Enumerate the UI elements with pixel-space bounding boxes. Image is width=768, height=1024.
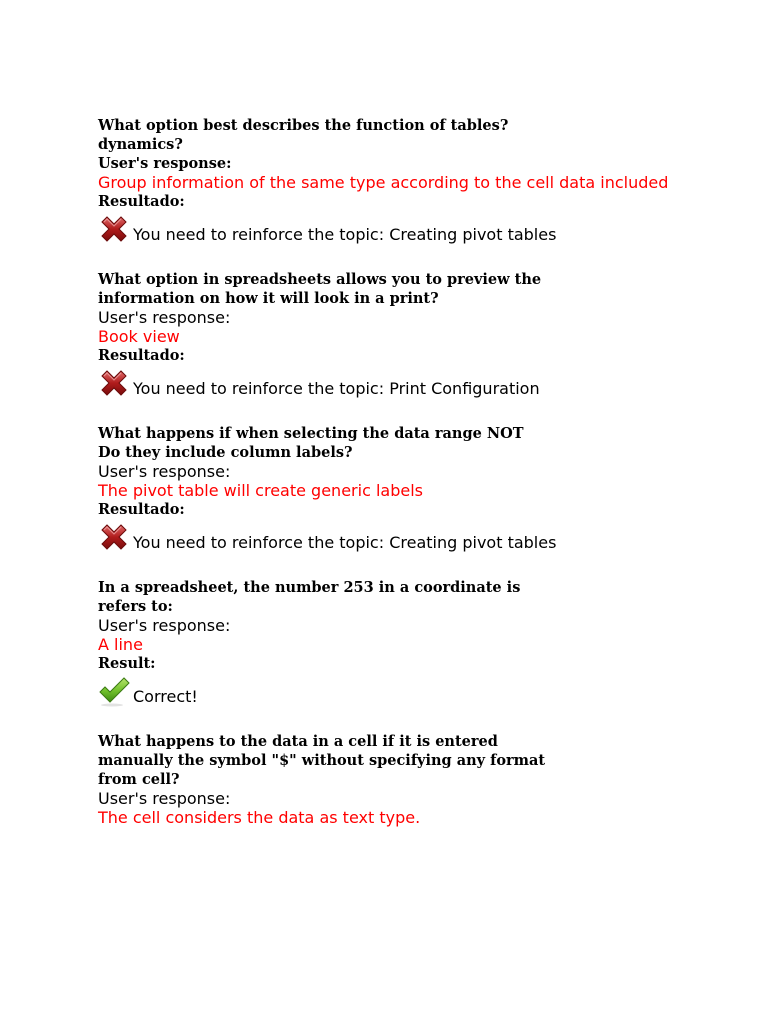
user-response: The pivot table will create generic labels: [98, 481, 423, 500]
check-icon: [98, 675, 130, 707]
question-text: What option in spreadsheets allows you to preview the information on how it will look in a print?: [98, 271, 542, 307]
result-row: [98, 212, 718, 245]
cross-icon: [98, 367, 130, 399]
response-label: User's response:: [98, 308, 231, 327]
result-row: [98, 366, 718, 399]
result-text: Correct!: [133, 687, 198, 706]
question-text: What option best describes the function of tables? dynamics?: [98, 117, 509, 153]
result-label: Resultado:: [98, 501, 185, 518]
result-row: [98, 674, 718, 707]
user-response: The cell considers the data as text type.: [98, 808, 421, 827]
response-label: User's response:: [98, 789, 231, 808]
question-block-3: [98, 424, 718, 553]
cross-icon: [98, 213, 130, 245]
user-response: A line: [98, 635, 143, 654]
question-text: What happens to the data in a cell if it is entered manually the symbol "$" without specifying any format from cell?: [98, 733, 546, 788]
question-block-4: [98, 578, 718, 707]
result-text: You need to reinforce the topic: Print Configuration: [133, 379, 540, 398]
cross-icon: [98, 521, 130, 553]
question-block-5: [98, 732, 718, 827]
response-label: User's response:: [98, 462, 231, 481]
response-label: User's response:: [98, 616, 231, 635]
quiz-results-document: [98, 116, 718, 827]
question-text: What happens if when selecting the data range NOT Do they include column labels?: [98, 425, 524, 461]
result-text: You need to reinforce the topic: Creating pivot tables: [133, 225, 557, 244]
result-label: Result:: [98, 655, 156, 672]
question-text: In a spreadsheet, the number 253 in a coordinate is refers to:: [98, 579, 521, 615]
response-label: User's response:: [98, 155, 232, 172]
question-block-2: [98, 270, 718, 399]
result-label: Resultado:: [98, 193, 185, 210]
result-label: Resultado:: [98, 347, 185, 364]
result-row: [98, 520, 718, 553]
question-block-1: [98, 116, 718, 245]
user-response: Group information of the same type according to the cell data included: [98, 173, 669, 192]
result-text: You need to reinforce the topic: Creating pivot tables: [133, 533, 557, 552]
user-response: Book view: [98, 327, 180, 346]
